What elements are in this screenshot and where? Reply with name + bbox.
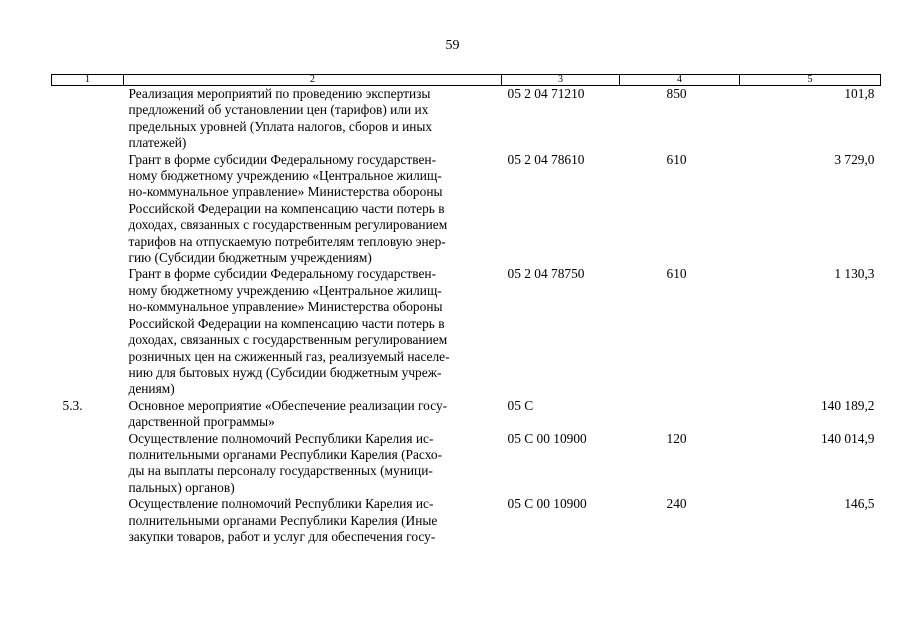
table-row bbox=[52, 152, 881, 267]
amount-cell: 1 130,3 bbox=[834, 266, 875, 282]
description-cell bbox=[124, 496, 502, 545]
description-line: предложений об установлении цен (тарифов) или их bbox=[128, 102, 429, 118]
description-line: но-коммунальное управление» Министерства обороны bbox=[128, 299, 443, 315]
row-number-cell bbox=[52, 152, 124, 267]
column-header-1: 1 bbox=[52, 75, 124, 86]
budget-table bbox=[51, 74, 881, 545]
expense-type-cell: 850 bbox=[666, 86, 687, 101]
description-cell bbox=[124, 431, 502, 497]
description-line: дениям) bbox=[128, 381, 175, 397]
column-header-5: 5 bbox=[740, 75, 881, 86]
description-line: Основное мероприятие «Обеспечение реализации госу- bbox=[128, 397, 448, 413]
description-line: гию (Субсидии бюджетным учреждениям) bbox=[128, 250, 372, 266]
description-line: платежей) bbox=[128, 135, 187, 151]
amount-cell: 101,8 bbox=[844, 86, 875, 101]
target-code-cell: 05 2 04 78610 bbox=[507, 151, 585, 167]
row-number-cell bbox=[52, 431, 124, 497]
description-cell bbox=[124, 86, 502, 152]
column-number-row bbox=[52, 75, 881, 86]
description-line: полнительными органами Республики Карелия (Иные bbox=[128, 512, 438, 528]
description-line: дарственной программы» bbox=[128, 414, 275, 430]
target-code-cell: 05 С 00 10900 bbox=[507, 496, 587, 512]
row-number-cell bbox=[52, 496, 124, 545]
description-line: тарифов на отпускаемую потребителям тепловую энер- bbox=[128, 233, 446, 249]
description-line: нию для бытовых нужд (Субсидии бюджетным учреж- bbox=[128, 364, 442, 380]
table-row bbox=[52, 496, 881, 545]
description-line: Российской Федерации на компенсацию части потерь в bbox=[128, 315, 445, 331]
description-cell bbox=[124, 152, 502, 267]
description-line: доходах, связанных с государственным регулированием bbox=[128, 217, 448, 233]
page-number: 59 bbox=[445, 38, 460, 53]
amount-cell: 3 729,0 bbox=[834, 151, 875, 167]
row-number-cell bbox=[52, 86, 124, 152]
expense-type-cell: 610 bbox=[666, 151, 687, 167]
target-code-cell: 05 С bbox=[507, 397, 534, 413]
description-line: пальных) органов) bbox=[128, 479, 235, 495]
expense-type-cell: 610 bbox=[666, 266, 687, 282]
row-number-cell: 5.3. bbox=[62, 397, 83, 413]
column-header-4: 4 bbox=[620, 75, 740, 86]
description-line: закупки товаров, работ и услуг для обеспечения госу- bbox=[128, 528, 436, 544]
description-line: Осуществление полномочий Республики Карелия ис- bbox=[128, 430, 434, 446]
description-cell bbox=[124, 266, 502, 397]
description-cell bbox=[124, 398, 502, 431]
description-line: полнительными органами Республики Карелия (Расхо- bbox=[128, 446, 443, 462]
table-row bbox=[52, 266, 881, 397]
column-header-2: 2 bbox=[124, 75, 502, 86]
description-line: Осуществление полномочий Республики Карелия ис- bbox=[128, 496, 434, 512]
description-line: Грант в форме субсидии Федеральному государствен- bbox=[128, 151, 437, 167]
amount-cell: 140 014,9 bbox=[820, 430, 875, 446]
description-line: но-коммунальное управление» Министерства обороны bbox=[128, 184, 443, 200]
target-code-cell: 05 С 00 10900 bbox=[507, 430, 587, 446]
description-line: Реализация мероприятий по проведению экспертизы bbox=[128, 86, 431, 101]
description-line: предельных уровней (Уплата налогов, сборов и иных bbox=[128, 118, 433, 134]
description-line: ному бюджетному учреждению «Центральное жилищ- bbox=[128, 282, 442, 298]
description-line: Российской Федерации на компенсацию части потерь в bbox=[128, 200, 445, 216]
description-line: ды на выплаты персоналу государственных (муници- bbox=[128, 463, 433, 479]
amount-cell: 146,5 bbox=[844, 496, 875, 512]
target-code-cell: 05 2 04 71210 bbox=[507, 86, 585, 101]
target-code-cell: 05 2 04 78750 bbox=[507, 266, 585, 282]
table-body bbox=[52, 86, 881, 546]
description-line: розничных цен на сжиженный газ, реализуемый населе- bbox=[128, 348, 450, 364]
description-line: доходах, связанных с государственным регулированием bbox=[128, 332, 448, 348]
expense-type-cell: 120 bbox=[666, 430, 687, 446]
description-line: ному бюджетному учреждению «Центральное жилищ- bbox=[128, 168, 442, 184]
description-line: Грант в форме субсидии Федеральному государствен- bbox=[128, 266, 437, 282]
table-row bbox=[52, 431, 881, 497]
expense-type-cell: 240 bbox=[666, 496, 687, 512]
amount-cell: 140 189,2 bbox=[820, 397, 875, 413]
expense-type-cell bbox=[620, 398, 740, 431]
table-row bbox=[52, 86, 881, 152]
table-row bbox=[52, 398, 881, 431]
row-number-cell bbox=[52, 266, 124, 397]
column-header-3: 3 bbox=[502, 75, 620, 86]
